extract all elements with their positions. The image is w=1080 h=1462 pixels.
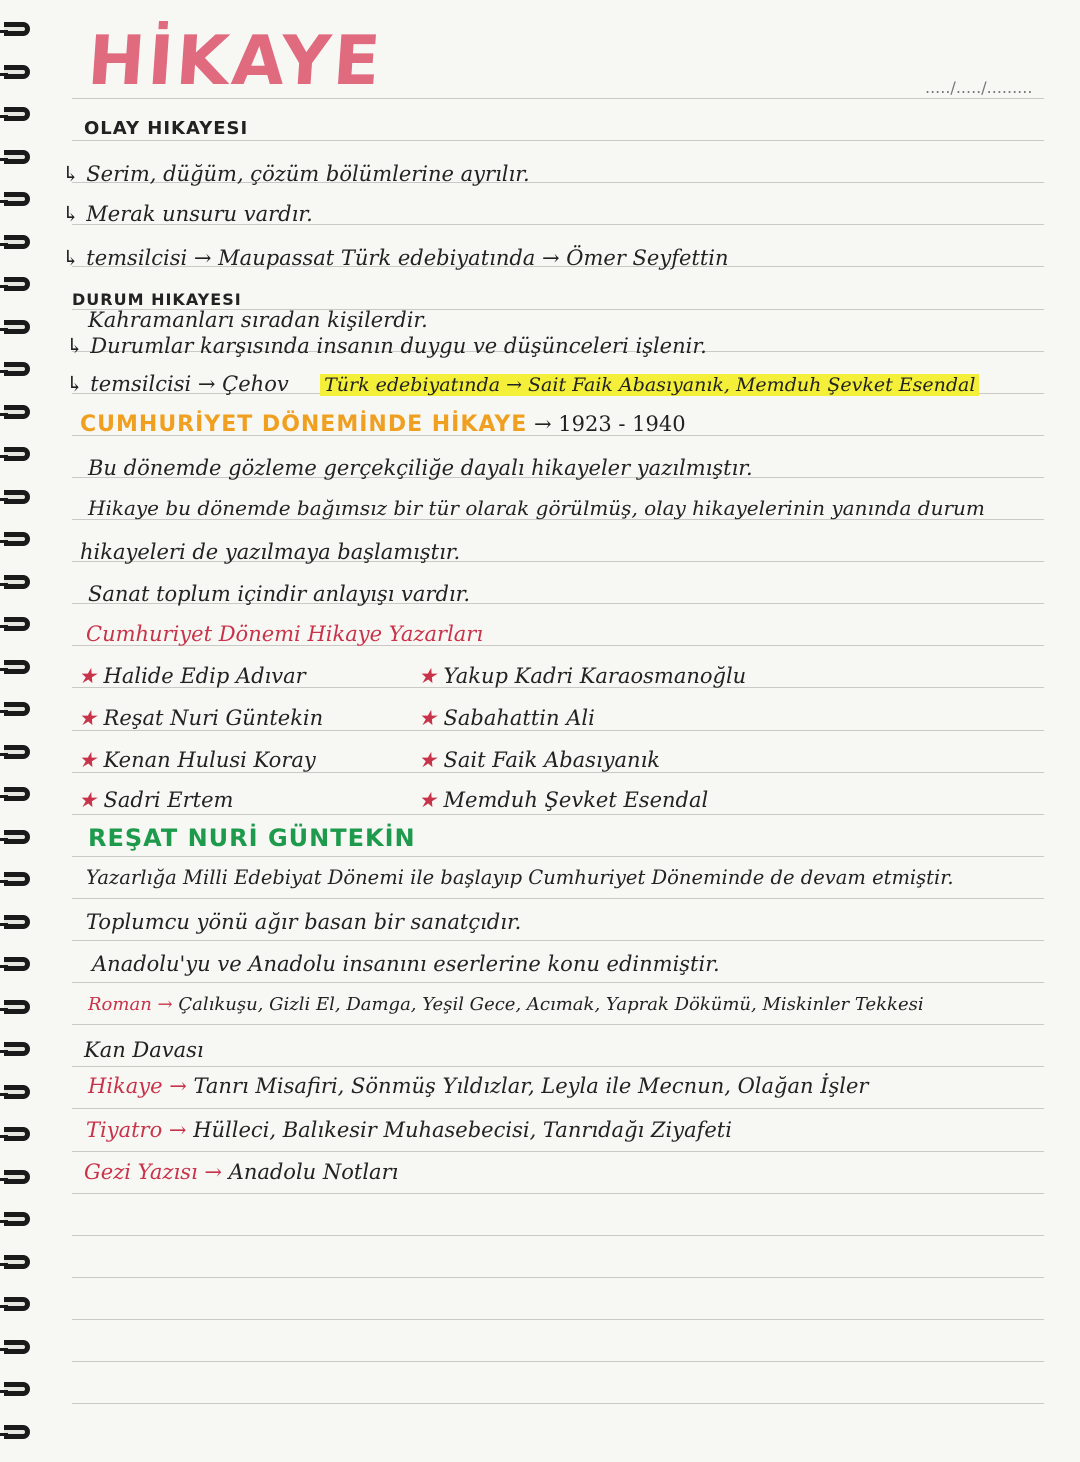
page-title: HİKAYE bbox=[85, 22, 386, 101]
durum-heading: DURUM HIKAYESI bbox=[72, 290, 242, 309]
spiral-ring bbox=[4, 405, 30, 419]
spiral-ring bbox=[4, 107, 30, 121]
ruled-line bbox=[72, 1319, 1044, 1320]
writer-item: ★ Memduh Şevket Esendal bbox=[418, 788, 709, 812]
resat-line: Anadolu'yu ve Anadolu insanını eserlerine konu edinmiştir. bbox=[92, 952, 720, 976]
ruled-line bbox=[72, 1024, 1044, 1025]
writer-item: ★ Yakup Kadri Karaosmanoğlu bbox=[418, 664, 747, 688]
ruled-line bbox=[72, 1277, 1044, 1278]
ruled-line bbox=[72, 772, 1044, 773]
olay-line: ↳ Serim, düğüm, çözüm bölümlerine ayrılır. bbox=[62, 162, 530, 186]
spiral-ring bbox=[4, 575, 30, 589]
ruled-line bbox=[72, 1066, 1044, 1067]
spiral-ring bbox=[4, 1042, 30, 1056]
works-row: Kan Davası bbox=[84, 1038, 204, 1062]
ruled-line bbox=[72, 1235, 1044, 1236]
spiral-ring bbox=[4, 617, 30, 631]
cumhuriyet-heading: CUMHURİYET DÖNEMİNDE HİKAYE bbox=[80, 412, 528, 437]
spiral-binding bbox=[0, 0, 40, 1462]
spiral-ring bbox=[4, 277, 30, 291]
ruled-line bbox=[72, 814, 1044, 815]
ruled-line bbox=[72, 898, 1044, 899]
writer-item: ★ Sabahattin Ali bbox=[418, 706, 595, 730]
ruled-line bbox=[72, 856, 1044, 857]
writer-item: ★ Kenan Hulusi Koray bbox=[78, 748, 316, 772]
date-field: ...../...../......... bbox=[925, 78, 1033, 97]
writer-item: ★ Reşat Nuri Güntekin bbox=[78, 706, 324, 730]
spiral-ring bbox=[4, 1170, 30, 1184]
spiral-ring bbox=[4, 490, 30, 504]
spiral-ring bbox=[4, 1340, 30, 1354]
ruled-line bbox=[72, 730, 1044, 731]
writer-item: ★ Sait Faik Abasıyanık bbox=[418, 748, 661, 772]
ruled-line bbox=[72, 140, 1044, 141]
durum-line: Kahramanları sıradan kişilerdir. bbox=[88, 308, 428, 332]
writer-item: ★ Sadri Ertem bbox=[78, 788, 234, 812]
cumhuriyet-line: Sanat toplum içindir anlayışı vardır. bbox=[88, 582, 471, 606]
spiral-ring bbox=[4, 22, 30, 36]
spiral-ring bbox=[4, 150, 30, 164]
works-row: Tiyatro → Hülleci, Balıkesir Muhasebecisi, Tanrıdağı Ziyafeti bbox=[86, 1118, 732, 1142]
spiral-ring bbox=[4, 447, 30, 461]
spiral-ring bbox=[4, 1000, 30, 1014]
resat-heading: REŞAT NURİ GÜNTEKİN bbox=[88, 824, 416, 852]
durum-rep-highlight: Türk edebiyatında → Sait Faik Abasıyanık, Memduh Şevket Esendal bbox=[320, 374, 979, 396]
spiral-ring bbox=[4, 65, 30, 79]
resat-line: Toplumcu yönü ağır basan bir sanatçıdır. bbox=[86, 910, 522, 934]
ruled-line bbox=[72, 1193, 1044, 1194]
works-row: Gezi Yazısı → Anadolu Notları bbox=[84, 1160, 399, 1184]
cumhuriyet-heading-row bbox=[80, 412, 686, 437]
spiral-ring bbox=[4, 745, 30, 759]
works-row: Hikaye → Tanrı Misafiri, Sönmüş Yıldızlar, Leyla ile Mecnun, Olağan İşler bbox=[88, 1074, 869, 1098]
cumhuriyet-line: Bu dönemde gözleme gerçekçiliğe dayalı hikayeler yazılmıştır. bbox=[88, 456, 753, 480]
cumhuriyet-line: Hikaye bu dönemde bağımsız bir tür olarak görülmüş, olay hikayelerinin yanında durum bbox=[88, 496, 985, 520]
spiral-ring bbox=[4, 1425, 30, 1439]
olay-line: ↳ temsilcisi → Maupassat Türk edebiyatında → Ömer Seyfettin bbox=[62, 246, 729, 270]
ruled-line bbox=[72, 1361, 1044, 1362]
spiral-ring bbox=[4, 192, 30, 206]
durum-rep-prefix: ↳ temsilcisi → Çehov bbox=[66, 372, 289, 396]
spiral-ring bbox=[4, 1085, 30, 1099]
spiral-ring bbox=[4, 787, 30, 801]
cumhuriyet-line: hikayeleri de yazılmaya başlamıştır. bbox=[80, 540, 461, 564]
works-row: Roman → Çalıkuşu, Gizli El, Damga, Yeşil Gece, Acımak, Yaprak Dökümü, Miskinler Tekkesi bbox=[88, 994, 924, 1015]
spiral-ring bbox=[4, 532, 30, 546]
cumhuriyet-range: → 1923 - 1940 bbox=[534, 412, 686, 436]
spiral-ring bbox=[4, 1255, 30, 1269]
ruled-line bbox=[72, 982, 1044, 983]
ruled-line bbox=[72, 940, 1044, 941]
spiral-ring bbox=[4, 1127, 30, 1141]
durum-line: ↳ Durumlar karşısında insanın duygu ve düşünceleri işlenir. bbox=[66, 334, 707, 358]
spiral-ring bbox=[4, 1382, 30, 1396]
durum-representatives bbox=[66, 372, 979, 396]
writer-item: ★ Halide Edip Adıvar bbox=[78, 664, 306, 688]
spiral-ring bbox=[4, 915, 30, 929]
writers-title: Cumhuriyet Dönemi Hikaye Yazarları bbox=[86, 622, 484, 646]
olay-line: ↳ Merak unsuru vardır. bbox=[62, 202, 313, 226]
olay-heading: OLAY HIKAYESI bbox=[84, 118, 249, 139]
spiral-ring bbox=[4, 235, 30, 249]
spiral-ring bbox=[4, 362, 30, 376]
spiral-ring bbox=[4, 1297, 30, 1311]
spiral-ring bbox=[4, 830, 30, 844]
ruled-line bbox=[72, 1108, 1044, 1109]
spiral-ring bbox=[4, 660, 30, 674]
spiral-ring bbox=[4, 702, 30, 716]
ruled-line bbox=[72, 1151, 1044, 1152]
spiral-ring bbox=[4, 957, 30, 971]
spiral-ring bbox=[4, 320, 30, 334]
spiral-ring bbox=[4, 1212, 30, 1226]
resat-line: Yazarlığa Milli Edebiyat Dönemi ile başlayıp Cumhuriyet Döneminde de devam etmiştir. bbox=[86, 866, 954, 889]
ruled-line bbox=[72, 1403, 1044, 1404]
spiral-ring bbox=[4, 872, 30, 886]
